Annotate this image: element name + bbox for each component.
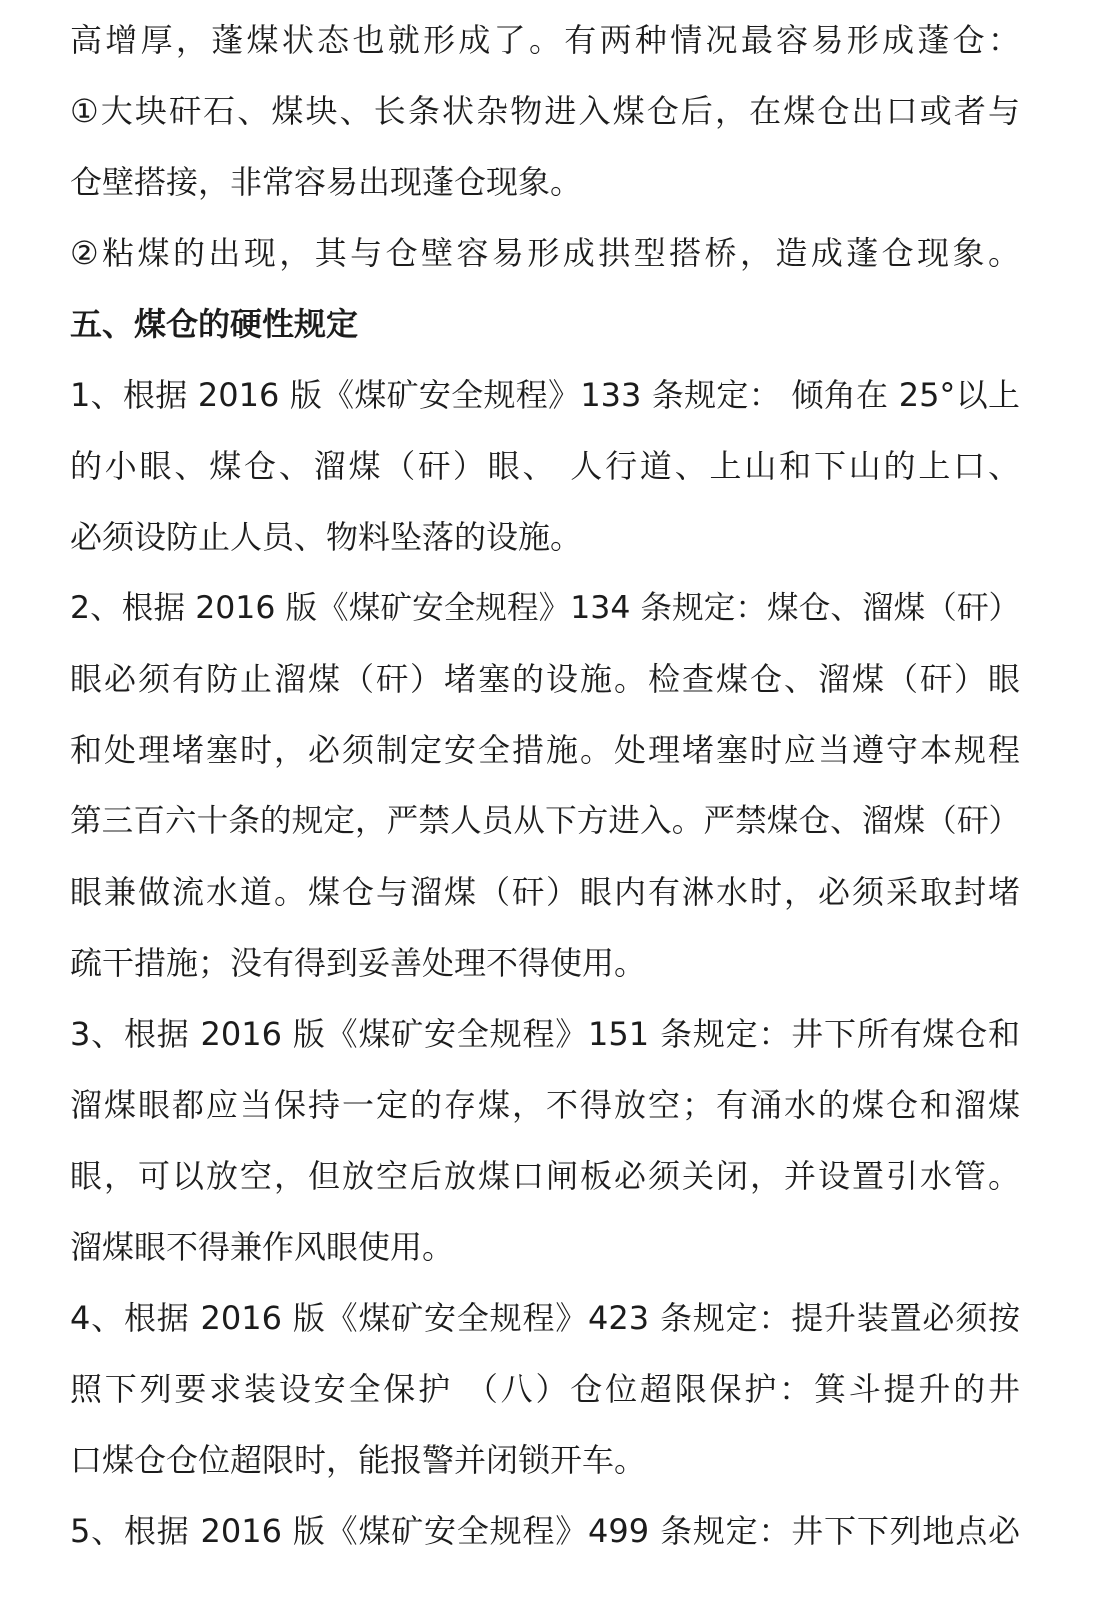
text-line: ①大块矸石、煤块、长条状杂物进入煤仓后，在煤仓出口或者与 (70, 92, 1020, 130)
text-line: 高增厚，蓬煤状态也就形成了。有两种情况最容易形成蓬仓： (70, 21, 1020, 59)
text-line: 仓壁搭接，非常容易出现蓬仓现象。 (70, 163, 583, 201)
text-line: 溜煤眼不得兼作风眼使用。 (70, 1228, 455, 1266)
text-line: 3、根据 2016 版《煤矿安全规程》151 条规定：井下所有煤仓和 (70, 1015, 1020, 1053)
text-line: 5、根据 2016 版《煤矿安全规程》499 条规定：井下下列地点必 (70, 1512, 1020, 1550)
text-line: 必须设防止人员、物料坠落的设施。 (70, 518, 583, 556)
section-heading: 五、煤仓的硬性规定 (70, 305, 359, 343)
text-line: 和处理堵塞时，必须制定安全措施。处理堵塞时应当遵守本规程 (70, 731, 1020, 769)
text-line: 第三百六十条的规定，严禁人员从下方进入。严禁煤仓、溜煤（矸） (70, 803, 1020, 839)
text-line: 4、根据 2016 版《煤矿安全规程》423 条规定：提升装置必须按 (70, 1299, 1020, 1337)
text-line: 溜煤眼都应当保持一定的存煤，不得放空；有涌水的煤仓和溜煤 (70, 1086, 1020, 1124)
text-line: ②粘煤的出现，其与仓壁容易形成拱型搭桥，造成蓬仓现象。 (70, 234, 1020, 272)
text-line: 疏干措施；没有得到妥善处理不得使用。 (70, 944, 647, 982)
text-line: 眼，可以放空，但放空后放煤口闸板必须关闭，并设置引水管。 (70, 1157, 1020, 1195)
text-line: 眼必须有防止溜煤（矸）堵塞的设施。检查煤仓、溜煤（矸）眼 (70, 660, 1020, 698)
text-line: 1、根据 2016 版《煤矿安全规程》133 条规定： 倾角在 25°以上 (70, 376, 1020, 414)
text-line: 2、根据 2016 版《煤矿安全规程》134 条规定：煤仓、溜煤（矸） (70, 590, 1020, 626)
text-line: 的小眼、煤仓、溜煤（矸）眼、 人行道、上山和下山的上口、 (70, 447, 1020, 485)
text-line: 口煤仓仓位超限时，能报警并闭锁开车。 (70, 1441, 647, 1479)
text-line: 眼兼做流水道。煤仓与溜煤（矸）眼内有淋水时，必须采取封堵 (70, 873, 1020, 911)
text-line: 照下列要求装设安全保护 （八）仓位超限保护：箕斗提升的井 (70, 1370, 1020, 1408)
